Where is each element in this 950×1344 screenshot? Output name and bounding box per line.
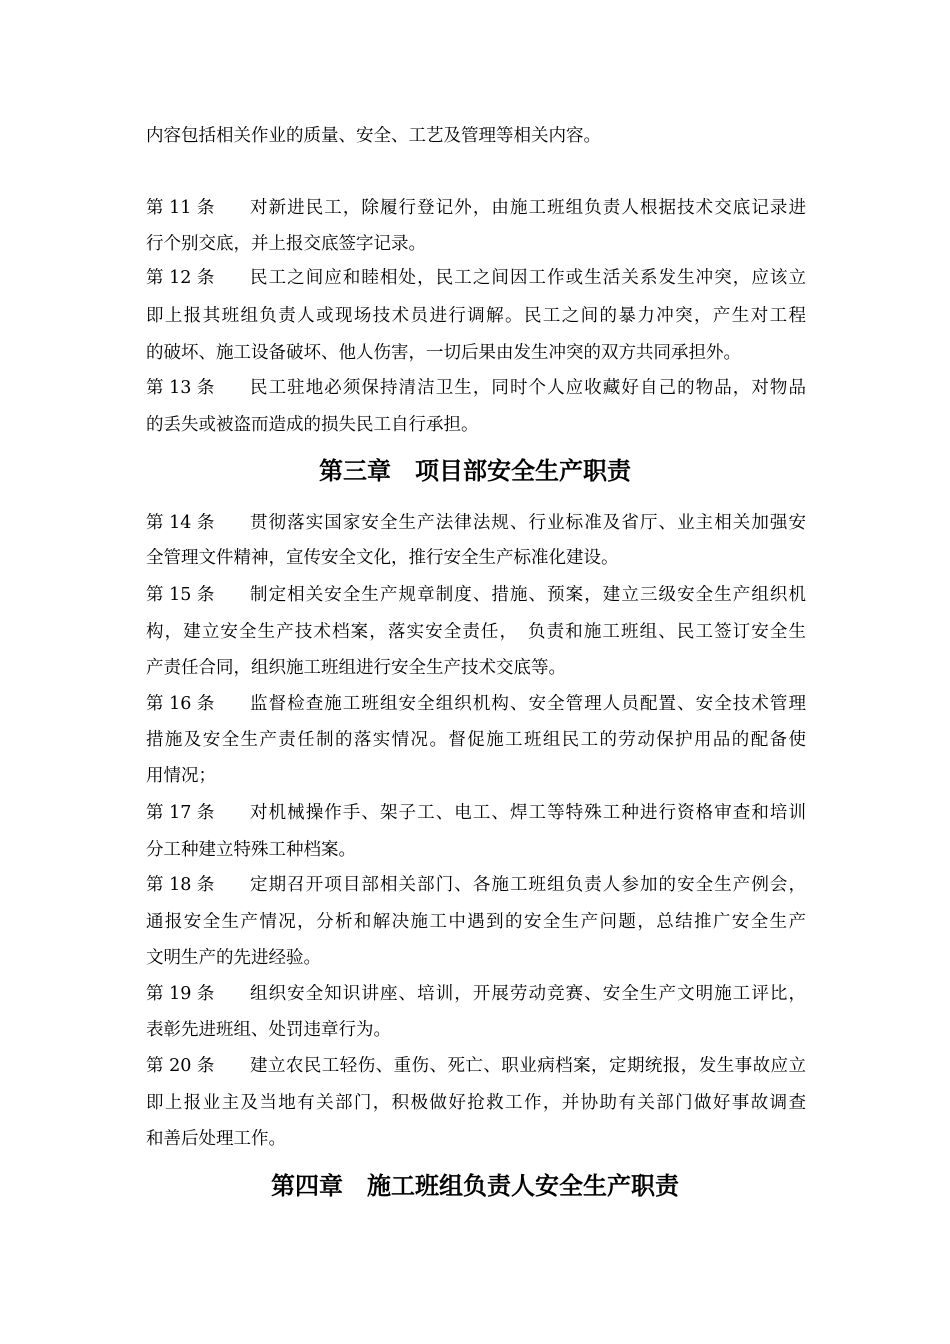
article-number: 第 18 条 [146,875,215,895]
article-text: 制定相关安全生产规章制度、措施、预案，建立三级安全生产组织机 [250,585,806,605]
article-text: 建立农民工轻伤、重伤、死亡、职业病档案，定期统报，发生事故应立 [250,1056,806,1076]
chapter-4-heading: 第四章 施工班组负责人安全生产职责 [271,1171,679,1200]
article-text: 监督检查施工班组安全组织机构、安全管理人员配置、安全技术管理 [250,694,806,714]
article-text: 对新进民工，除履行登记外，由施工班组负责人根据技术交底记录进 [250,198,806,218]
article-number: 第 19 条 [146,984,215,1004]
article-20-line-3: 和善后处理工作。 [146,1129,286,1149]
article-16-line-2: 措施及安全生产责任制的落实情况。督促施工班组民工的劳动保护用品的配备使 [146,730,806,750]
article-text: 定期召开项目部相关部门、各施工班组负责人参加的安全生产例会， [250,875,806,895]
article-text: 贯彻落实国家安全生产法律法规、行业标准及省厅、业主相关加强安 [250,513,806,533]
intro-line: 内容包括相关作业的质量、安全、工艺及管理等相关内容。 [146,126,601,146]
article-number: 第 15 条 [146,585,215,605]
article-12-line-3: 的破坏、施工设备破坏、他人伤害，一切后果由发生冲突的双方共同承担外。 [146,343,741,363]
article-12-line-2: 即上报其班组负责人或现场技术员进行调解。民工之间的暴力冲突，产生对工程 [146,306,806,326]
article-18-line-3: 文明生产的先进经验。 [146,948,321,968]
article-20-line-2: 即上报业主及当地有关部门，积极做好抢救工作，并协助有关部门做好事故调查 [146,1093,806,1113]
article-14-line-2: 全管理文件精神，宣传安全文化，推行安全生产标准化建设。 [146,548,619,568]
article-number: 第 12 条 [146,268,215,288]
article-number: 第 13 条 [146,378,215,398]
article-text: 民工驻地必须保持清洁卫生，同时个人应收藏好自己的物品，对物品 [250,378,806,398]
article-number: 第 11 条 [146,198,215,218]
article-number: 第 17 条 [146,803,215,823]
article-number: 第 16 条 [146,694,215,714]
article-15-line-2: 构，建立安全生产技术档案，落实安全责任， 负责和施工班组、民工签订安全生 [146,622,806,642]
article-19-line-2: 表彰先进班组、处罚违章行为。 [146,1020,391,1040]
article-text: 对机械操作手、架子工、电工、焊工等特殊工种进行资格审查和培训 [250,803,806,823]
article-13-line-2: 的丢失或被盗而造成的损失民工自行承担。 [146,415,479,435]
article-number: 第 20 条 [146,1056,215,1076]
article-text: 组织安全知识讲座、培训，开展劳动竞赛、安全生产文明施工评比， [250,984,806,1004]
article-11-line-2: 行个别交底，并上报交底签字记录。 [146,234,426,254]
article-18-line-2: 通报安全生产情况，分析和解决施工中遇到的安全生产问题，总结推广安全生产 [146,912,806,932]
article-15-line-3: 产责任合同，组织施工班组进行安全生产技术交底等。 [146,658,566,678]
chapter-3-heading: 第三章 项目部安全生产职责 [319,456,631,485]
article-text: 民工之间应和睦相处，民工之间因工作或生活关系发生冲突，应该立 [250,268,806,288]
article-number: 第 14 条 [146,513,215,533]
article-17-line-2: 分工种建立特殊工种档案。 [146,840,356,860]
article-16-line-3: 用情况； [146,766,216,786]
